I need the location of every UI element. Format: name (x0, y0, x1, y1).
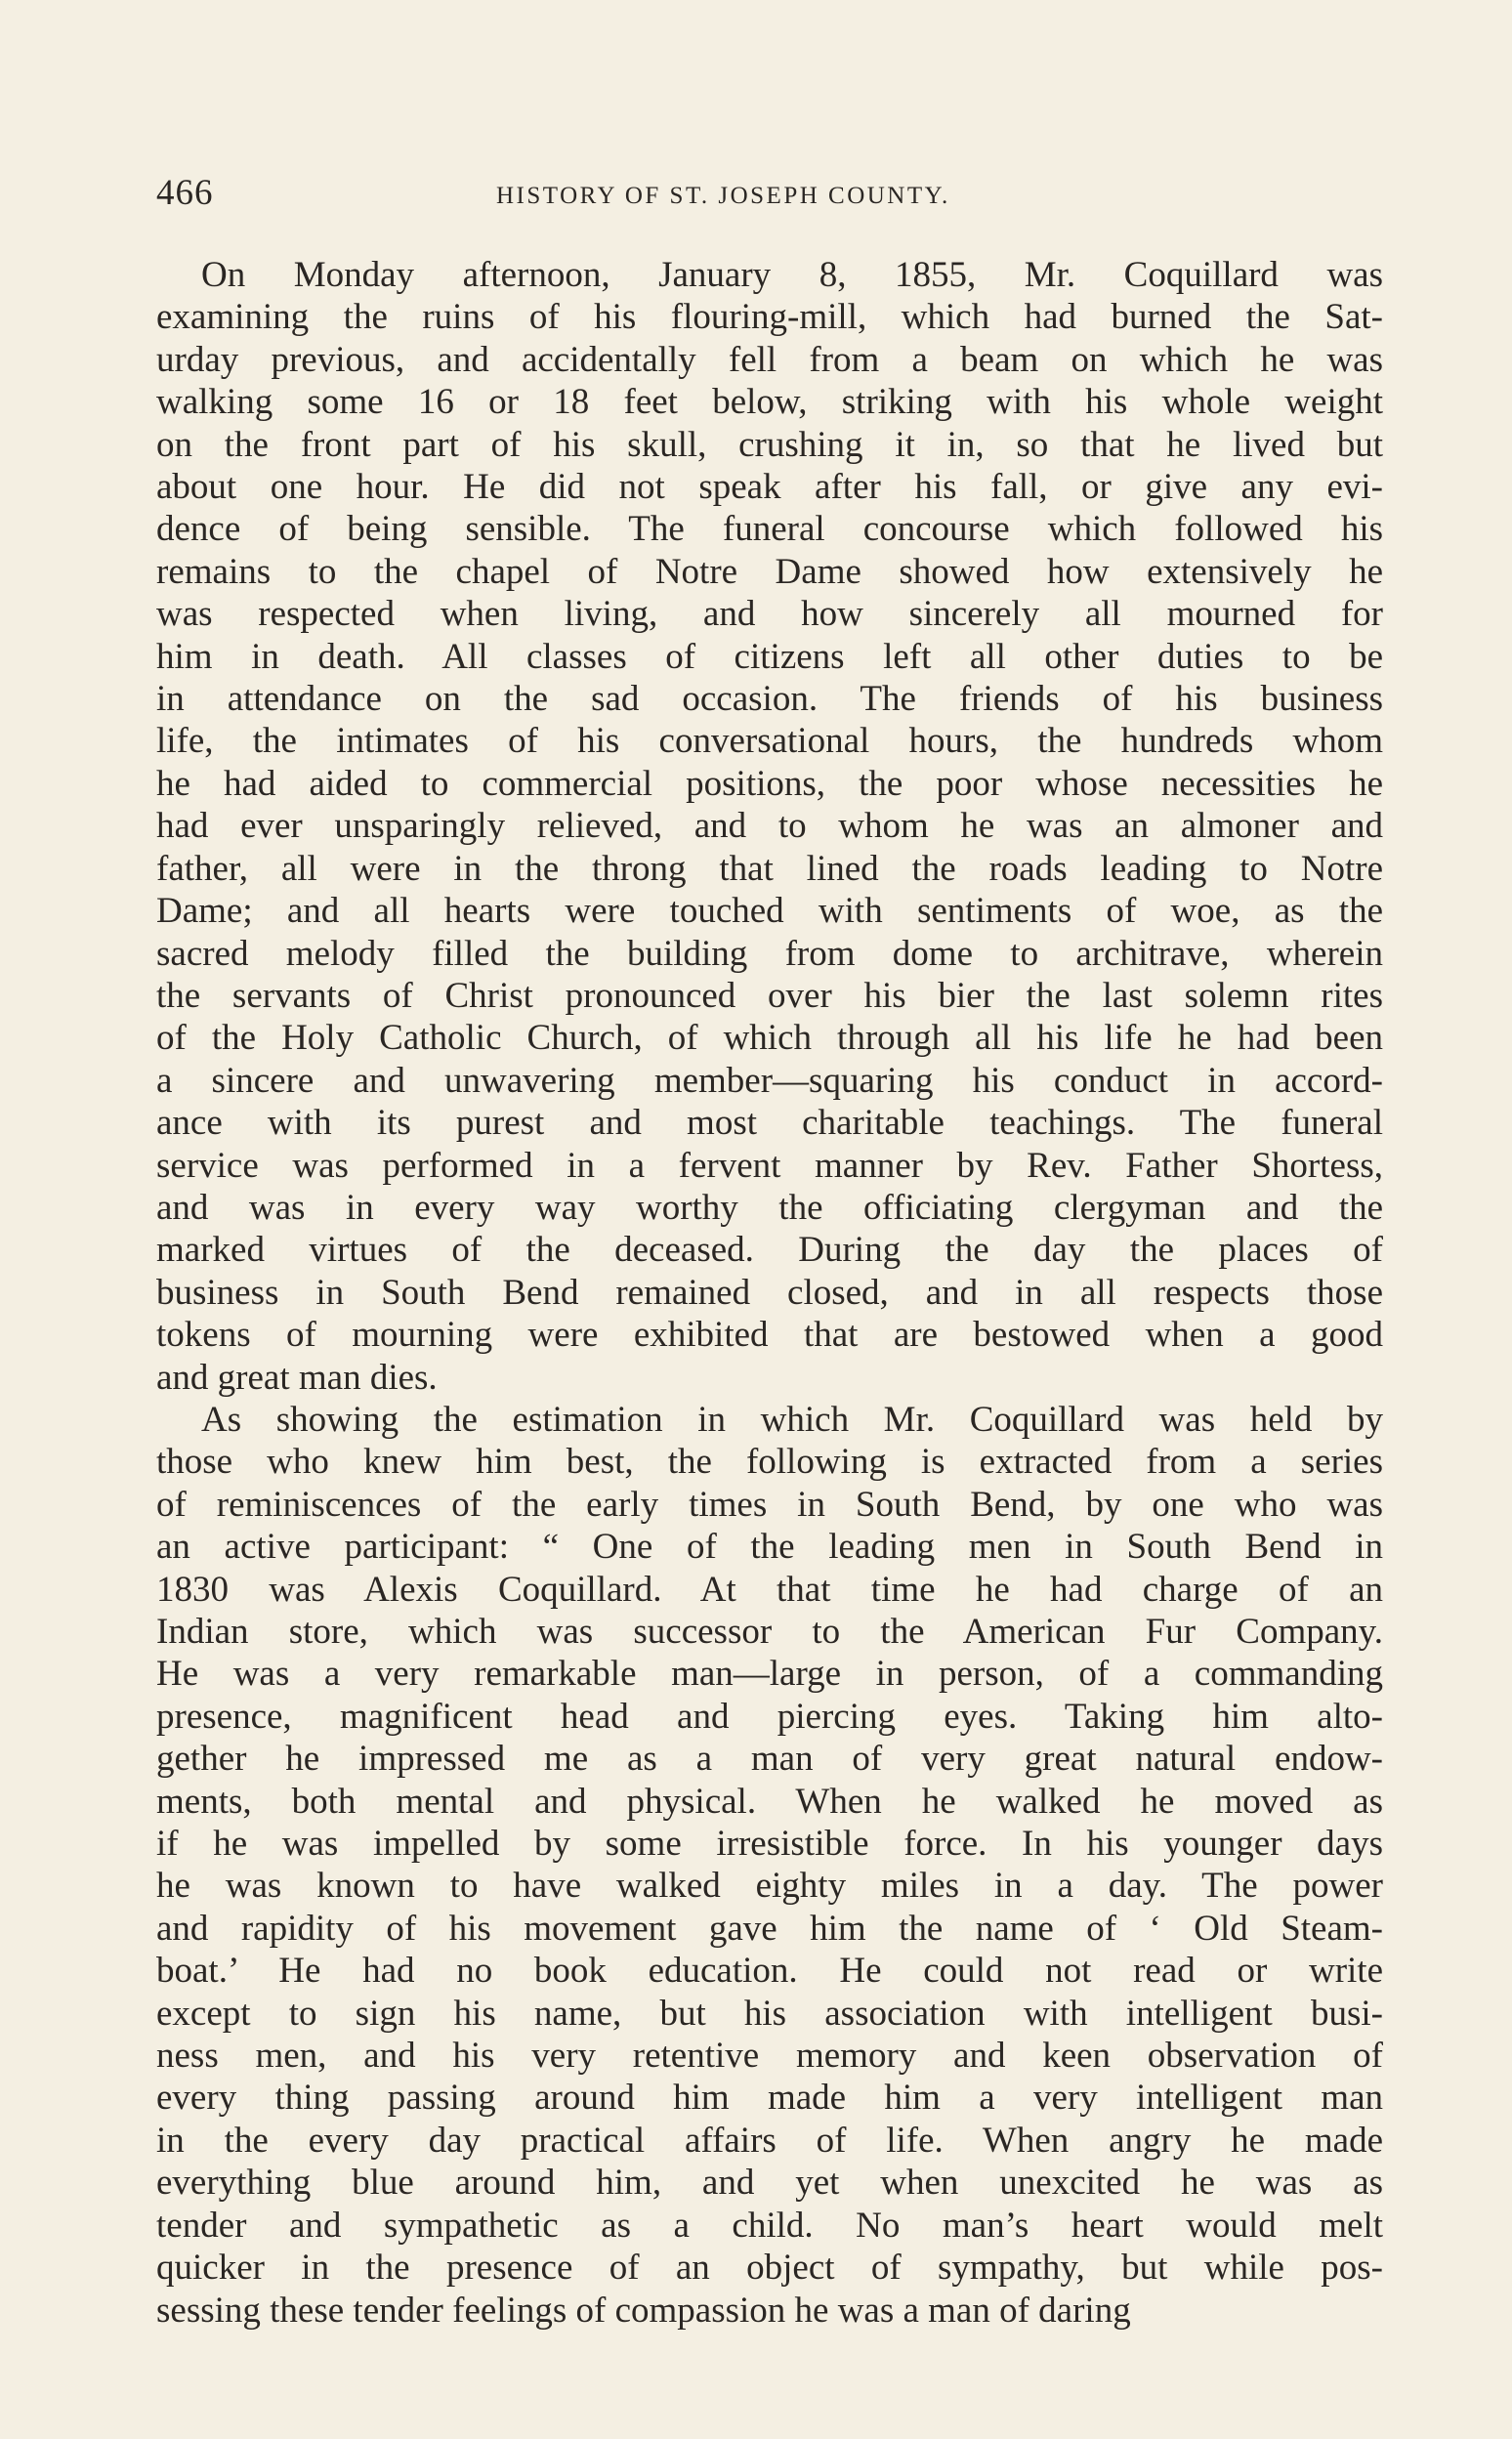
text-line: He was a very remarkable man—large in person, of a commanding (156, 1654, 1383, 1695)
text-line: of the Holy Catholic Church, of which through all his life he had been (156, 1018, 1383, 1059)
text-line: he had aided to commercial positions, the poor whose necessities he (156, 763, 1383, 804)
text-line: about one hour. He did not speak after his fall, or give any evi- (156, 467, 1383, 508)
text-line: he was known to have walked eighty miles in a day. The power (156, 1866, 1383, 1907)
text-line: dence of being sensible. The funeral concourse which followed his (156, 509, 1383, 550)
text-line: gether he impressed me as a man of very great natural endow- (156, 1739, 1383, 1780)
paragraph (156, 254, 1383, 1399)
text-line: examining the ruins of his flouring-mill, which had burned the Sat- (156, 297, 1383, 338)
text-line: if he was impelled by some irresistible force. In his younger days (156, 1824, 1383, 1865)
text-line: a sincere and unwavering member—squaring his conduct in accord- (156, 1060, 1383, 1101)
text-line: marked virtues of the deceased. During the day the places of (156, 1230, 1383, 1271)
text-line: presence, magnificent head and piercing eyes. Taking him alto- (156, 1696, 1383, 1737)
text-line: On Monday afternoon, January 8, 1855, Mr. Coquillard was (201, 255, 1383, 295)
text-line: Dame; and all hearts were touched with sentiments of woe, as the (156, 891, 1383, 932)
body-text (156, 254, 1383, 2332)
text-line: of reminiscences of the early times in South Bend, by one who was (156, 1484, 1383, 1525)
text-line: and was in every way worthy the officiating clergyman and the (156, 1187, 1383, 1228)
text-line: ness men, and his very retentive memory and keen observation of (156, 2036, 1383, 2077)
text-line: sessing these tender feelings of compassion he was a man of daring (156, 2290, 1131, 2331)
running-head-title: HISTORY OF ST. JOSEPH COUNTY. (496, 183, 950, 209)
text-line: walking some 16 or 18 feet below, striking with his whole weight (156, 382, 1383, 423)
text-line: urday previous, and accidentally fell from a beam on which he was (156, 339, 1383, 380)
text-line: in the every day practical affairs of life. When angry he made (156, 2120, 1383, 2161)
text-line: everything blue around him, and yet when unexcited he was as (156, 2163, 1383, 2204)
text-line: was respected when living, and how sincerely all mourned for (156, 594, 1383, 635)
text-line: father, all were in the throng that lined the roads leading to Notre (156, 848, 1383, 889)
text-line: boat.’ He had no book education. He could not read or write (156, 1951, 1383, 1992)
text-line: except to sign his name, but his association with intelligent busi- (156, 1993, 1383, 2034)
page-number: 466 (156, 173, 214, 213)
text-line: tender and sympathetic as a child. No man’s heart would melt (156, 2205, 1383, 2246)
running-head (156, 174, 1377, 213)
paragraph (156, 1399, 1383, 2332)
text-line: remains to the chapel of Notre Dame showed how extensively he (156, 551, 1383, 592)
text-line: and rapidity of his movement gave him the name of ‘ Old Steam- (156, 1908, 1383, 1949)
text-line: had ever unsparingly relieved, and to whom he was an almoner and (156, 806, 1383, 847)
text-line: on the front part of his skull, crushing it in, so that he lived but (156, 424, 1383, 465)
text-line: in attendance on the sad occasion. The friends of his business (156, 679, 1383, 720)
text-line: the servants of Christ pronounced over his bier the last solemn rites (156, 975, 1383, 1016)
text-line: service was performed in a fervent manner by Rev. Father Shortess, (156, 1145, 1383, 1186)
text-line: quicker in the presence of an object of sympathy, but while pos- (156, 2248, 1383, 2289)
text-line: business in South Bend remained closed, and in all respects those (156, 1272, 1383, 1313)
text-line: those who knew him best, the following is extracted from a series (156, 1442, 1383, 1483)
text-line: 1830 was Alexis Coquillard. At that time he had charge of an (156, 1569, 1383, 1610)
text-line: him in death. All classes of citizens left all other duties to be (156, 636, 1383, 677)
text-line: every thing passing around him made him a very intelligent man (156, 2078, 1383, 2119)
text-line: ments, both mental and physical. When he walked he moved as (156, 1781, 1383, 1822)
text-line: Indian store, which was successor to the American Fur Company. (156, 1612, 1383, 1652)
text-line: tokens of mourning were exhibited that are bestowed when a good (156, 1315, 1383, 1356)
text-line: As showing the estimation in which Mr. Coquillard was held by (201, 1399, 1383, 1440)
text-line: life, the intimates of his conversational hours, the hundreds whom (156, 721, 1383, 762)
text-line: an active participant: “ One of the leading men in South Bend in (156, 1527, 1383, 1568)
text-line: and great man dies. (156, 1357, 438, 1398)
text-line: sacred melody filled the building from dome to architrave, wherein (156, 933, 1383, 974)
text-line: ance with its purest and most charitable teachings. The funeral (156, 1103, 1383, 1144)
